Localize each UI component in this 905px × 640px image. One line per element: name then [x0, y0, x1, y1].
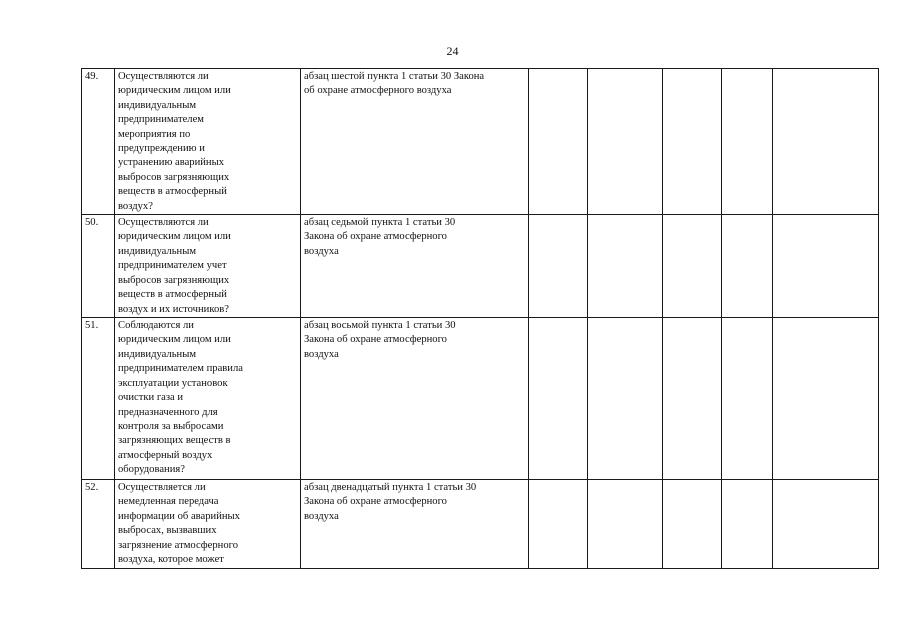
empty-cell	[663, 318, 722, 480]
legal-reference-cell	[301, 215, 529, 318]
table-row	[82, 318, 879, 480]
empty-cell	[722, 215, 773, 318]
empty-cell	[663, 480, 722, 568]
page-number: 24	[446, 44, 459, 58]
empty-cell	[722, 480, 773, 568]
table-row	[82, 480, 879, 568]
empty-cell	[588, 318, 663, 480]
legal-reference-text: абзац двенадцатый пункта 1 статьи 30 Закона об охране атмосферного воздуха	[304, 482, 477, 522]
empty-cell	[529, 215, 588, 318]
checklist-table	[81, 68, 879, 569]
question-cell	[115, 480, 301, 568]
question-cell	[115, 69, 301, 215]
empty-cell	[722, 69, 773, 215]
question-text: Осуществляются ли юридическим лицом или индивидуальным предпринимателем учет выбросов загрязняющих веществ в атмосферный воздух и их источников?	[118, 217, 231, 315]
question-cell	[115, 318, 301, 480]
table-row	[82, 215, 879, 318]
legal-reference-text: абзац шестой пункта 1 статьи 30 Закона об охране атмосферного воздуха	[304, 71, 485, 97]
empty-cell	[722, 318, 773, 480]
empty-cell	[529, 480, 588, 568]
row-number: 50.	[85, 217, 99, 229]
legal-reference-cell	[301, 318, 529, 480]
row-number: 51.	[85, 320, 99, 332]
empty-cell	[663, 69, 722, 215]
empty-cell	[588, 480, 663, 568]
question-text: Соблюдаются ли юридическим лицом или индивидуальным предпринимателем правила эксплуатации установок очистки газа и предназначенного для контроля за выбросами загрязняющих веществ в атмосферный воздух оборудования?	[118, 320, 243, 476]
empty-cell	[588, 69, 663, 215]
table-row	[82, 69, 879, 215]
legal-reference-cell	[301, 69, 529, 215]
empty-cell	[773, 318, 879, 480]
legal-reference-text: абзац восьмой пункта 1 статьи 30 Закона об охране атмосферного воздуха	[304, 320, 456, 360]
empty-cell	[529, 69, 588, 215]
question-text: Осуществляется ли немедленная передача информации об аварийных выбросах, вызвавших загрязнение атмосферного воздуха, которое может	[118, 482, 240, 566]
question-text: Осуществляются ли юридическим лицом или индивидуальным предпринимателем мероприятия по предупреждению и устранению аварийных выбросов загрязняющих веществ в атмосферный воздух?	[118, 71, 231, 212]
row-number: 49.	[85, 71, 99, 82]
empty-cell	[773, 69, 879, 215]
row-number-cell	[82, 69, 115, 215]
empty-cell	[773, 215, 879, 318]
legal-reference-cell	[301, 480, 529, 568]
row-number-cell	[82, 318, 115, 480]
question-cell	[115, 215, 301, 318]
legal-reference-text: абзац седьмой пункта 1 статьи 30 Закона об охране атмосферного воздуха	[304, 217, 456, 257]
row-number-cell	[82, 215, 115, 318]
empty-cell	[588, 215, 663, 318]
empty-cell	[773, 480, 879, 568]
row-number-cell	[82, 480, 115, 568]
empty-cell	[663, 215, 722, 318]
row-number: 52.	[85, 482, 99, 494]
empty-cell	[529, 318, 588, 480]
